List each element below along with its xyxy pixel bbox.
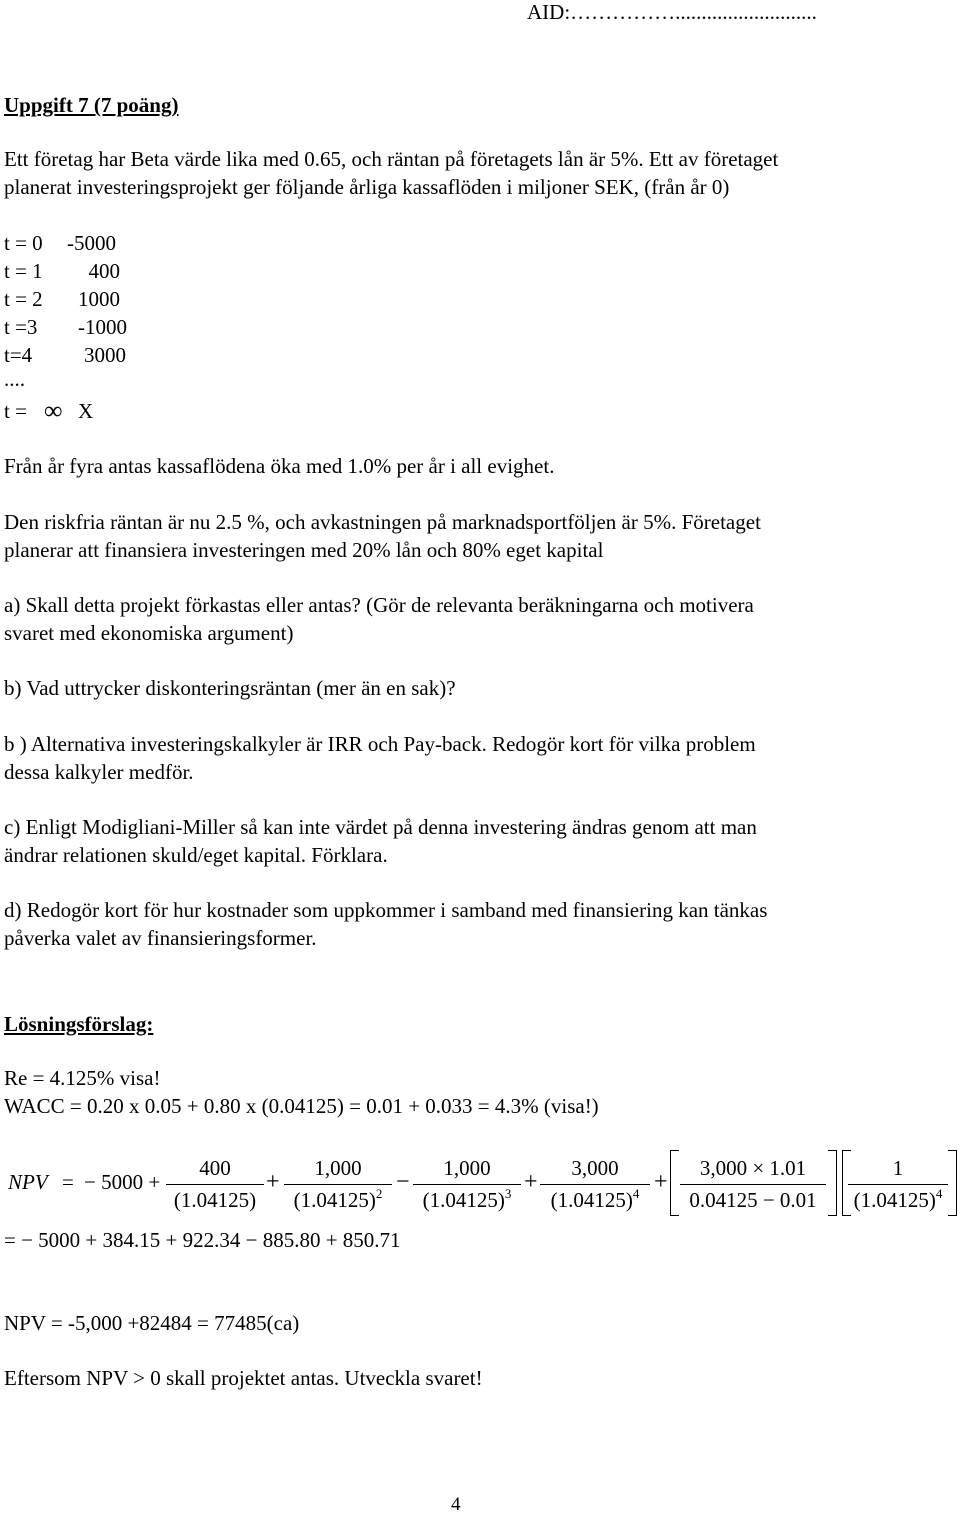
exponent: 3 <box>504 1186 512 1202</box>
numerator: 3,000 × 1.01 <box>699 1156 807 1180</box>
denominator: (1.04125) <box>293 1188 376 1213</box>
question-a-line-1: a) Skall detta projekt förkastas eller antas? (Gör de relevanta beräkningarna och motivera <box>4 593 754 617</box>
fraction-discount <box>848 1156 948 1213</box>
plus-sign: + <box>654 1169 668 1195</box>
cashflow-value: X <box>78 399 94 423</box>
fraction-year-3 <box>413 1156 521 1213</box>
denominator: 0.04125 − 0.01 <box>689 1188 817 1213</box>
ellipsis: .... <box>4 367 25 391</box>
infinity-icon: ∞ <box>44 396 63 425</box>
cashflow-time: t = 0 <box>4 231 43 255</box>
cashflow-value: 400 <box>88 259 120 283</box>
fraction-year-2 <box>284 1156 392 1213</box>
cashflow-value: 3000 <box>84 343 126 367</box>
cashflow-time: t=4 <box>4 343 33 367</box>
denominator: (1.04125) <box>550 1188 633 1213</box>
page-number: 4 <box>451 1494 461 1515</box>
question-d-line-2: påverka valet av finansieringsformer. <box>4 926 317 950</box>
cashflow-time: t =3 <box>4 315 38 339</box>
plus-sign: + <box>266 1169 280 1195</box>
cashflow-value: -1000 <box>78 315 127 339</box>
question-d-line-1: d) Redogör kort för hur kostnader som uppkommer i samband med finansiering kan tänkas <box>4 898 768 922</box>
exponent: 4 <box>632 1186 640 1202</box>
aid-field: AID:……………........................... <box>527 0 817 24</box>
fraction-year-4 <box>540 1156 650 1213</box>
denominator: (1.04125) <box>173 1188 257 1213</box>
npv-expansion: = − 5000 + 384.15 + 922.34 − 885.80 + 850.71 <box>4 1228 401 1252</box>
numerator: 400 <box>199 1156 231 1180</box>
left-bracket <box>670 1150 679 1216</box>
question-a-line-2: svaret med ekonomiska argument) <box>4 621 294 645</box>
denominator: (1.04125) <box>422 1188 505 1213</box>
question-c-line-1: c) Enligt Modigliani-Miller så kan inte värdet på denna investering ändras genom att man <box>4 815 757 839</box>
question-b: b) Vad uttrycker diskonteringsräntan (mer än en sak)? <box>4 676 456 700</box>
question-b2-line-1: b ) Alternativa investeringskalkyler är IRR och Pay-back. Redogör kort för vilka problem <box>4 732 756 756</box>
cashflow-value: 1000 <box>78 287 120 311</box>
numerator: 1,000 <box>314 1156 362 1180</box>
solution-title: Lösningsförslag: <box>4 1012 154 1036</box>
question-c-line-2: ändrar relationen skuld/eget kapital. Förklara. <box>4 843 388 867</box>
exponent: 4 <box>935 1186 943 1202</box>
fraction-year-1 <box>166 1156 264 1213</box>
plus-sign: + <box>524 1169 538 1195</box>
fraction-terminal-value <box>680 1156 826 1213</box>
cashflow-time: t = 1 <box>4 259 43 283</box>
denominator: (1.04125) <box>853 1188 936 1213</box>
numerator: 1,000 <box>443 1156 491 1180</box>
right-bracket <box>948 1150 957 1216</box>
npv-symbol: NPV <box>8 1170 48 1194</box>
initial-outlay: − 5000 + <box>84 1170 161 1194</box>
conclusion: Eftersom NPV > 0 skall projektet antas. Utveckla svaret! <box>4 1366 483 1390</box>
cost-of-equity: Re = 4.125% visa! <box>4 1066 161 1090</box>
exponent: 2 <box>375 1186 383 1202</box>
intro-line-1: Ett företag har Beta värde lika med 0.65, och räntan på företagets lån är 5%. Ett av företaget <box>4 147 779 171</box>
numerator: 1 <box>892 1156 904 1180</box>
task-title: Uppgift 7 (7 poäng) <box>4 93 179 117</box>
cashflow-time-infinity-label: t = <box>4 399 27 423</box>
riskfree-line-2: planerar att finansiera investeringen med 20% lån och 80% eget kapital <box>4 538 604 562</box>
numerator: 3,000 <box>571 1156 619 1180</box>
intro-line-2: planerat investeringsprojekt ger följande årliga kassaflöden i miljoner SEK, (från år 0) <box>4 175 730 199</box>
npv-result: NPV = -5,000 +82484 = 77485(ca) <box>4 1311 300 1335</box>
question-b2-line-2: dessa kalkyler medför. <box>4 760 194 784</box>
riskfree-line-1: Den riskfria räntan är nu 2.5 %, och avkastningen på marknadsportföljen är 5%. Företaget <box>4 510 761 534</box>
cashflow-time: t = 2 <box>4 287 43 311</box>
equals-sign: = <box>62 1170 74 1194</box>
right-bracket <box>828 1150 837 1216</box>
cashflow-value: -5000 <box>67 231 116 255</box>
wacc-calculation: WACC = 0.20 x 0.05 + 0.80 x (0.04125) = 0.01 + 0.033 = 4.3% (visa!) <box>4 1094 599 1118</box>
growth-text: Från år fyra antas kassaflödena öka med 1.0% per år i all evighet. <box>4 454 555 478</box>
minus-sign: − <box>396 1169 410 1195</box>
